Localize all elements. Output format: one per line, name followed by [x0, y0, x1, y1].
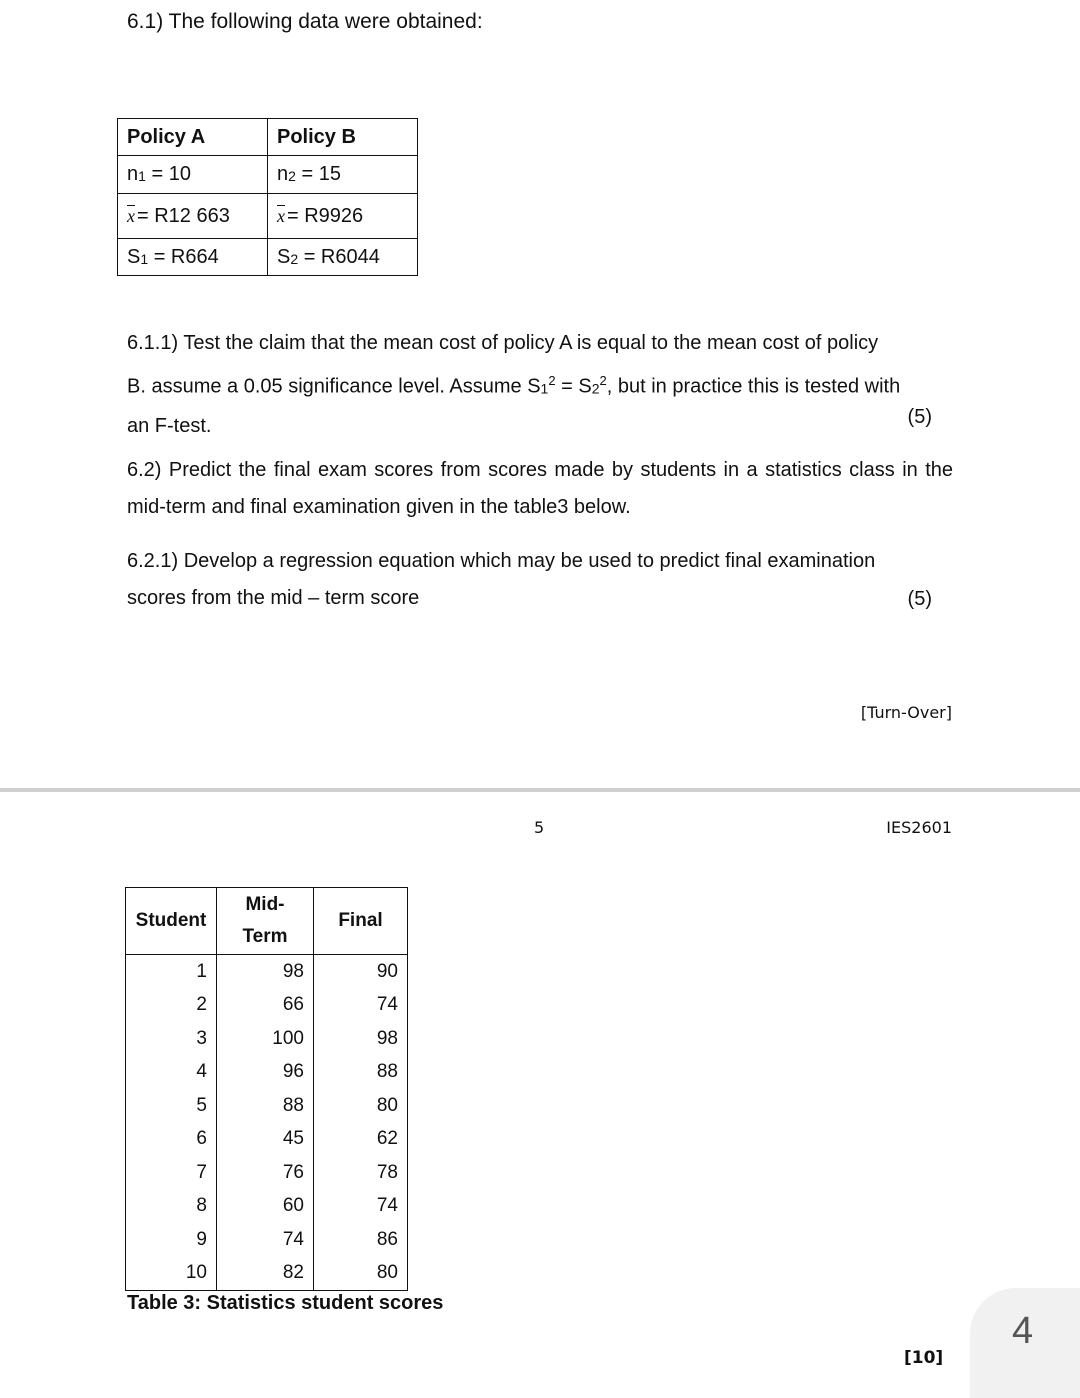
question-6-2-1-marks: (5)	[907, 588, 932, 610]
policy-a-std-dev: S1 = R664	[118, 239, 268, 276]
mid-term-cell: 66	[217, 989, 314, 1023]
mid-term-cell: 88	[217, 1089, 314, 1123]
student-header: Student	[126, 888, 217, 955]
mid-term-cell: 96	[217, 1056, 314, 1090]
turn-over-label: [Turn-Over]	[860, 703, 952, 722]
student-cell: 1	[126, 955, 217, 989]
student-cell: 7	[126, 1156, 217, 1190]
table-caption: Table 3: Statistics student scores	[127, 1292, 444, 1314]
page-divider	[0, 788, 1080, 792]
student-cell: 10	[126, 1257, 217, 1291]
final-cell: 80	[314, 1257, 408, 1291]
mid-term-cell: 76	[217, 1156, 314, 1190]
policy-b-mean: $\overline{x} = R9926$	[268, 194, 418, 239]
table-row	[126, 1123, 408, 1157]
final-cell: 88	[314, 1056, 408, 1090]
student-cell: 2	[126, 989, 217, 1023]
question-6-1-1-line1: 6.1.1) Test the claim that the mean cost of policy A is equal to the mean cost of policy	[127, 332, 879, 354]
question-6-2-1	[127, 543, 953, 617]
table-row	[126, 1257, 408, 1291]
question-6-1-1-line2: B. assume a 0.05 significance level. Assume $S1^2 = S2^2$, but in practice this is tested with	[127, 373, 901, 398]
mid-term-header: Mid- Term	[217, 888, 314, 955]
table-row	[126, 989, 408, 1023]
question-6-1-1-line3: an F-test.	[127, 414, 212, 437]
student-cell: 8	[126, 1190, 217, 1224]
policy-b-sample-size: n2 = 15	[268, 156, 418, 194]
student-cell: 4	[126, 1056, 217, 1090]
policy-a-sample-size: n1 = 10	[118, 156, 268, 194]
page-number: 5	[534, 818, 545, 837]
question-6-1-1-marks: (5)	[907, 406, 932, 428]
table-row	[126, 1190, 408, 1224]
table-row	[126, 1089, 408, 1123]
mid-term-cell: 82	[217, 1257, 314, 1291]
final-cell: 62	[314, 1123, 408, 1157]
final-cell: 80	[314, 1089, 408, 1123]
policy-a-header: Policy A	[118, 119, 268, 156]
mid-term-cell: 74	[217, 1223, 314, 1257]
question-6-2-1-line1: 6.2.1) Develop a regression equation which may be used to predict final examination	[127, 550, 876, 572]
total-marks: [10]	[904, 1348, 944, 1368]
table-row	[126, 1223, 408, 1257]
final-cell: 98	[314, 1022, 408, 1056]
policy-b-header: Policy B	[268, 119, 418, 156]
student-cell: 9	[126, 1223, 217, 1257]
page-badge-number: 4	[1012, 1310, 1034, 1352]
student-cell: 3	[126, 1022, 217, 1056]
policy-a-mean: $\overline{x} = R12$ 663	[118, 194, 268, 239]
final-cell: 86	[314, 1223, 408, 1257]
question-6-1-1	[127, 325, 953, 445]
final-cell: 78	[314, 1156, 408, 1190]
question-6-2: 6.2) Predict the final exam scores from scores made by students in a statistics class in the mid-term and final examination given in the table3 below.	[127, 459, 953, 518]
table-row	[126, 955, 408, 989]
final-header: Final	[314, 888, 408, 955]
table-row	[126, 1156, 408, 1190]
mid-term-cell: 98	[217, 955, 314, 989]
question-6-2-1-line2: scores from the mid – term score	[127, 587, 420, 609]
question-6-1-heading: 6.1) The following data were obtained:	[127, 10, 483, 33]
mid-term-cell: 60	[217, 1190, 314, 1224]
final-cell: 74	[314, 1190, 408, 1224]
mid-term-cell: 100	[217, 1022, 314, 1056]
policy-b-std-dev: S2 = R6044	[268, 239, 418, 276]
scores-table	[125, 887, 408, 1291]
table-row	[126, 1056, 408, 1090]
course-code: IES2601	[886, 818, 952, 837]
mid-term-cell: 45	[217, 1123, 314, 1157]
final-cell: 74	[314, 989, 408, 1023]
policy-table	[117, 118, 418, 276]
table-row	[126, 1022, 408, 1056]
student-cell: 5	[126, 1089, 217, 1123]
final-cell: 90	[314, 955, 408, 989]
student-cell: 6	[126, 1123, 217, 1157]
